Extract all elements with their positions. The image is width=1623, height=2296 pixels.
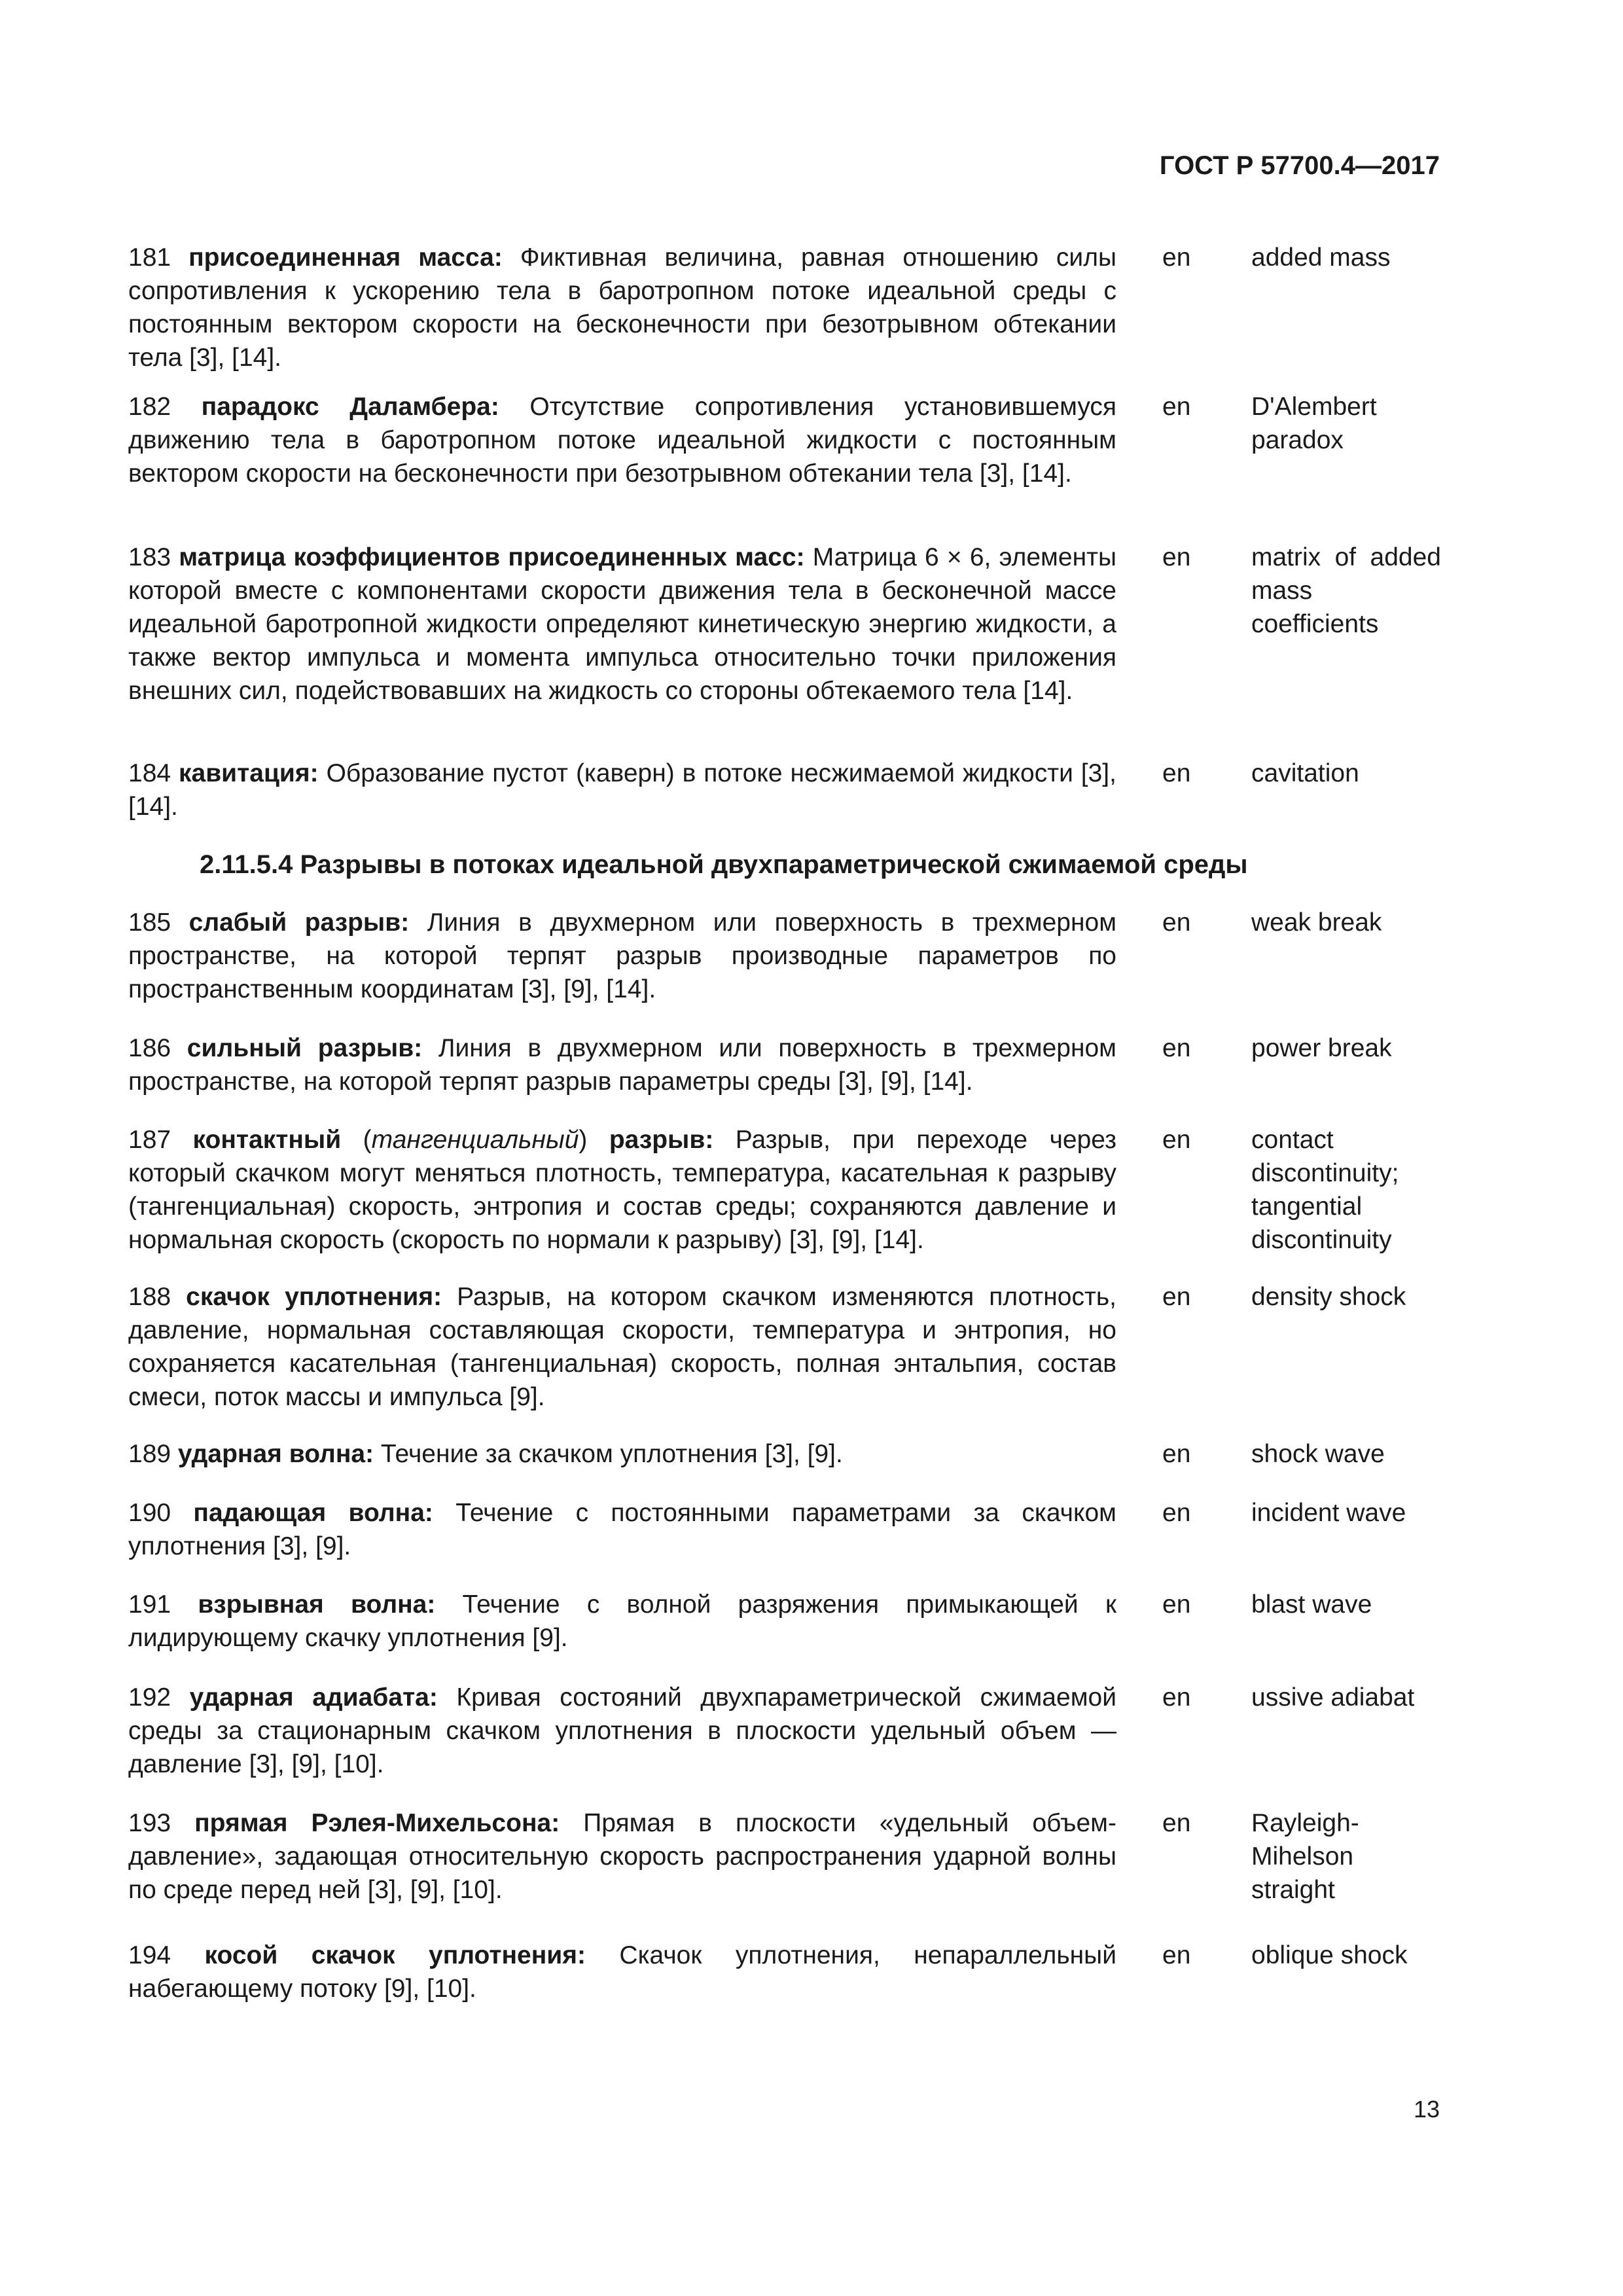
entry-term: матрица коэффициентов присоединенных масс: [179,543,805,571]
entry-term: слабый разрыв: [188,908,410,937]
entry-language: en [1162,1126,1191,1154]
entry-number: 185 [128,908,171,937]
entry-term: косой скачок уплотнения: [204,1941,586,1969]
page-number: 13 [1413,2096,1440,2123]
entry-definition [128,906,1116,1006]
entry-definition [128,541,1116,708]
entry-definition [128,1588,1116,1655]
entry-number: 193 [128,1809,171,1837]
entry-term: ударная волна: [177,1440,374,1468]
entry-term: взрывная волна: [198,1590,436,1619]
entry-english-term: weak break [1251,908,1382,937]
entry-term: прямая Рэлея-Михельсона: [194,1809,560,1837]
entry-language: en [1162,1941,1191,1969]
entry-definition: 187 контактный (тангенциальный) разрыв: Разрыв, при переходе через который скачком могут меняться плотность, температура, касательная к разрыву (тангенциальная) скорость, энтропия и состав среды; сохраняются давление и нормальная скорость (скорость по нормали к разрыву) [3], [9], [14]. [128,1126,1116,1254]
entry-number: 182 [128,393,171,421]
entry-definition [128,1681,1116,1781]
entry-english-term: cavitation [1251,759,1359,787]
entry-term: присоединенная масса: [188,243,503,272]
entry-english-term: matrix of added mass coefficients [1251,543,1441,638]
entry-term: скачок уплотнения: [186,1283,442,1311]
entry-definition [128,1031,1116,1098]
entry-number: 186 [128,1034,171,1062]
entry-language: en [1162,1283,1191,1311]
entry-text: Линия в двухмерном или поверхность в трехмерном пространстве, на которой терпят разрыв производные параметров по пространственным координатам [3], [9], [14]. [128,908,1117,1003]
entry-language: en [1162,1809,1191,1837]
entry-language: en [1162,1590,1191,1619]
entry-term: контактный [192,1126,342,1154]
entry-language: en [1162,1034,1191,1062]
entry-text: Отсутствие сопротивления установившемуся движению тела в баротропном потоке идеальной жидкости с постоянным вектором скорости на бесконечности при безотрывном обтекании тела [3], [14]. [128,393,1116,488]
entry-language: en [1162,1499,1191,1527]
entry-number: 188 [128,1283,171,1311]
section-heading: 2.11.5.4 Разрывы в потоках идеальной двухпараметрической сжимаемой среды [200,850,1248,879]
entry-english-term: density shock [1251,1283,1406,1311]
entry-definition [128,1939,1116,2005]
entry-english-term: ussive adiabat [1251,1683,1415,1712]
entry-text: Течение с волной разряжения примыкающей к лидирующему скачку уплотнения [9]. [128,1590,1117,1652]
entry-definition [128,1496,1116,1563]
entry-term: сильный разрыв: [187,1034,423,1062]
entry-term: ударная адиабата: [189,1683,438,1712]
entry-text: Скачок уплотнения, непараллельный набегающему потоку [9], [10]. [128,1941,1116,2003]
entry-definition [128,1437,1116,1471]
entry-text: Фиктивная величина, равная отношению силы сопротивления к ускорению тела в баротропном потоке идеальной среды с постоянным вектором скорости на бесконечности при безотрывном обтекании тела [3], [14]. [128,243,1116,372]
entry-language: en [1162,1440,1191,1468]
entry-definition [128,390,1116,490]
entry-language: en [1162,908,1191,937]
entry-text: Прямая в плоскости «удельный объем-давление», задающая относительную скорость распространения ударной волны по среде перед ней [3], [9], [10]. [128,1809,1116,1904]
entry-term-end: разрыв: [609,1126,714,1154]
entry-english-term: power break [1251,1034,1392,1062]
entry-text: Кривая состояний двухпараметрической сжимаемой среды за стационарным скачком уплотнения в плоскости удельный объем — давление [3], [9], [10]. [128,1683,1116,1778]
entry-english-term: contact discontinuity; tangential discontinuity [1251,1126,1399,1254]
entry-language: en [1162,759,1191,787]
entry-definition [128,1806,1116,1907]
entry-number: 191 [128,1590,171,1619]
entry-number: 189 [128,1440,171,1468]
entry-english-term: incident wave [1251,1499,1406,1527]
entry-definition [128,757,1116,823]
entry-number: 194 [128,1941,171,1969]
entry-text: Течение за скачком уплотнения [3], [9]. [374,1440,843,1468]
entry-english-term: added mass [1251,243,1391,272]
entry-number: 192 [128,1683,171,1712]
entry-definition [128,1280,1116,1414]
entry-term: падающая волна: [193,1499,433,1527]
entry-number: 184 [128,759,171,787]
document-header: ГОСТ Р 57700.4—2017 [1159,151,1440,180]
entry-number: 181 [128,243,171,272]
entry-text: Матрица 6 × 6, элементы которой вместе с компонентами скорости движения тела в бесконечной массе идеальной баротропной жидкости определяют кинетическую энергию жидкости, а также вектор импульса и момента импульса относительно точки приложения внешних сил, подействовавших на жидкость со стороны обтекаемого тела [14]. [128,543,1116,705]
entry-term: парадокс Даламбера: [201,393,499,421]
entry-text: Разрыв, при переходе через который скачком могут меняться плотность, температура, касательная к разрыву (тангенциальная) скорость, энтропия и состав среды; сохраняются давление и нормальная скорость (скорость по нормали к разрыву) [3], [9], [14]. [128,1126,1116,1254]
entry-english-term: shock wave [1251,1440,1385,1468]
entry-number: 187 [128,1126,171,1154]
entry-term-synonym: тангенциальный [371,1126,579,1154]
entry-number: 183 [128,543,171,571]
entry-term: кавитация: [179,759,319,787]
entry-number: 190 [128,1499,171,1527]
entry-language: en [1162,1683,1191,1712]
entry-english-term: oblique shock [1251,1941,1408,1969]
entry-text: Линия в двухмерном или поверхность в трехмерном пространстве, на которой терпят разрыв параметры среды [3], [9], [14]. [128,1034,1116,1096]
entry-definition [128,241,1116,374]
entry-language: en [1162,543,1191,571]
entry-text: Течение с постоянными параметрами за скачком уплотнения [3], [9]. [128,1499,1116,1560]
entry-language: en [1162,393,1191,421]
entry-english-term: blast wave [1251,1590,1372,1619]
entry-english-term: Rayleigh-Mihelson straight [1251,1809,1359,1904]
entry-language: en [1162,243,1191,272]
entry-english-term: D'Alembert paradox [1251,393,1377,454]
entry-text: Образование пустот (каверн) в потоке несжимаемой жидкости [3], [14]. [128,759,1116,821]
entry-text: Разрыв, на котором скачком изменяются плотность, давление, нормальная составляющая скорости, температура и энтропия, но сохраняется касательная (тангенциальная) скорость, полная энтальпия, состав смеси, поток массы и импульса [9]. [128,1283,1116,1411]
